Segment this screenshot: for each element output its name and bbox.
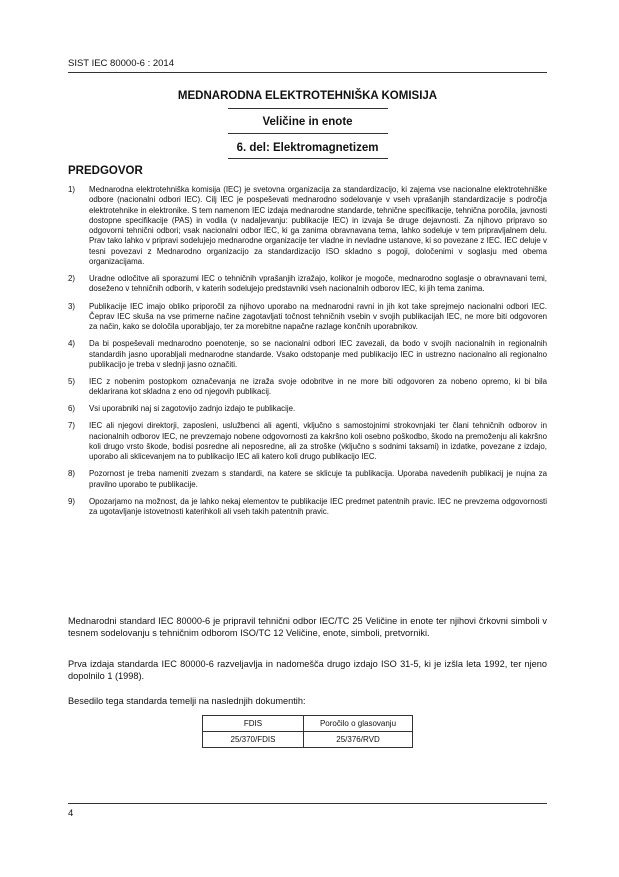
- foreword-item: [68, 421, 547, 462]
- table-header-cell: Poročilo o glasovanju: [304, 716, 413, 732]
- table-cell: 25/370/FDIS: [203, 732, 304, 748]
- item-number: 5): [68, 376, 76, 386]
- item-text: Uradne odločitve ali sporazumi IEC o tehničnih vprašanjih izražajo, kolikor je mogoče, mednarodno soglasje o obravnavani temi, doseženo v tehničnih odborih, v katerih sodelujejo predstavniki vseh nacionalnih odborov IEC, ki jih tema zanima.: [89, 274, 547, 294]
- table-cell: 25/376/RVD: [304, 732, 413, 748]
- document-id-header: SIST IEC 80000-6 : 2014: [68, 58, 174, 69]
- voting-documents-table: [202, 715, 413, 748]
- item-text: Publikacije IEC imajo obliko priporočil za njihovo uporabo na mednarodni ravni in jih kot take sprejmejo nacionalni odbori IEC. Čeprav IEC skuša na vse primerne načine zagotavljati točnost tehničnih vsebin v svojih publikacijah IEC, ne more biti odgovoren za način, kako se določila uporabljajo, ter za morebitne napačne razlage končnih uporabnikov.: [89, 301, 547, 332]
- table-row: [203, 732, 413, 748]
- foreword-item: [68, 497, 547, 518]
- foreword-item: [68, 339, 547, 370]
- item-text: Mednarodna elektrotehniška komisija (IEC) je svetovna organizacija za standardizacijo, ki zajema vse nacionalne elektrotehniške odbore (nacionalni odbori IEC). Cilj IEC je pospeševati mednarodno sodelovanje v vseh vprašanjih standardizacije s področja elektrotehnike in elektronike. S tem namenom IEC izdaja mednarodne standarde, tehnične specifikacije, tehnična poročila, javnosti dostopne specifikacije (PAS) in vodila (v nadaljevanju: publikacije IEC) in izvaja še druge dejavnosti. Za njihovo pripravo so odgovorni tehnični odbori; vsak nacionalni odbor IEC, ki ga zanima obravnavana tema, lahko sodeluje v tem pripravljalnem delu. Prav tako lahko v pripravi sodelujejo mednarodne organizacije ter vladne in nevladne ustanove, ki so povezane z IEC. IEC deluje v tesni povezavi z Mednarodno organizacijo za standardizacijo ISO skladno s pogoji, določenimi v soglasju med obema organizacijama.: [89, 185, 547, 267]
- main-title: Veličine in enote: [262, 116, 353, 128]
- title-divider-2: [228, 133, 388, 134]
- foreword-item: [68, 302, 547, 333]
- item-number: 1): [68, 185, 76, 194]
- table-header-row: [203, 716, 413, 732]
- foreword-item: [68, 185, 547, 267]
- item-number: 4): [68, 339, 76, 349]
- foreword-list: [68, 185, 547, 524]
- item-text: Vsi uporabniki naj si zagotovijo zadnjo izdajo te publikacije.: [89, 404, 296, 414]
- item-text: Pozornost je treba nameniti zvezam s standardi, na katere se sklicuje ta publikacija. Uporaba navedenih publikacij je nujna za pravilno uporabo te publikacije.: [89, 469, 547, 489]
- foreword-item: [68, 377, 547, 398]
- title-divider-1: [228, 108, 388, 109]
- item-text: Da bi pospeševali mednarodno poenotenje, so se nacionalni odbori IEC zavezali, da bodo v svojih nacionalnih in regionalnih standardih jasno uporabljali mednarodne standarde. Vsako odstopanje med publikacijo IEC in ustrezno nacionalno ali regionalno publikacijo je treba v slednji jasno označiti.: [89, 339, 547, 369]
- table-header-cell: FDIS: [203, 716, 304, 732]
- body-paragraph: Prva izdaja standarda IEC 80000-6 razveljavlja in nadomešča drugo izdajo ISO 31-5, ki je izšla leta 1992, ter njeno dopolnilo 1 (1998).: [68, 659, 547, 681]
- foreword-item: [68, 469, 547, 490]
- page-number: 4: [68, 808, 74, 819]
- footer-divider: [68, 803, 547, 804]
- foreword-heading: PREDGOVOR: [68, 165, 143, 177]
- title-divider-3: [228, 158, 388, 159]
- item-number: 8): [68, 469, 76, 479]
- body-paragraph: Besedilo tega standarda temelji na naslednjih dokumentih:: [68, 696, 306, 706]
- header-divider: [68, 72, 547, 73]
- part-title: 6. del: Elektromagnetizem: [236, 142, 379, 154]
- item-number: 7): [68, 421, 76, 431]
- organization-title: MEDNARODNA ELEKTROTEHNIŠKA KOMISIJA: [177, 90, 438, 102]
- body-paragraph: Mednarodni standard IEC 80000-6 je pripravil tehnični odbor IEC/TC 25 Veličine in enote ter njihovi črkovni simboli v tesnem sodelovanju s tehničnim odborom ISO/TC 12 Veličine, enote, simboli, pretvorniki.: [68, 616, 547, 638]
- item-text: IEC ali njegovi direktorji, zaposleni, uslužbenci ali agenti, vključno s samostojnimi strokovnjaki ter člani tehničnih odborov in nacionalnih odborov IEC, ne prevzemajo nobene odgovornosti za kakršno koli osebno poškodbo, škodo na premoženju ali kakršno koli drugo vrsto škode, bodisi posredne ali neposredne, ali za stroške (vključno s sodnimi taksami) in izdatke, povezane z izdajo, uporabo ali sklicevanjem na to publikacijo IEC ali katero koli drugo publikacijo IEC.: [89, 421, 547, 462]
- foreword-item: [68, 274, 547, 295]
- item-number: 3): [68, 301, 76, 311]
- item-number: 2): [68, 274, 76, 284]
- foreword-item: [68, 404, 547, 414]
- item-number: 6): [68, 404, 76, 414]
- item-text: Opozarjamo na možnost, da je lahko nekaj elementov te publikacije IEC predmet patentnih pravic. IEC ne prevzema odgovornosti za ugotavljanje istovetnosti katerihkoli ali vseh takih patentnih pravic.: [89, 496, 547, 517]
- item-text: IEC z nobenim postopkom označevanja ne izraža svoje odobritve in ne more biti odgovoren za nobeno opremo, ki bi bila deklarirana kot skladna z eno od njegovih publikacij.: [89, 376, 547, 397]
- item-number: 9): [68, 496, 76, 506]
